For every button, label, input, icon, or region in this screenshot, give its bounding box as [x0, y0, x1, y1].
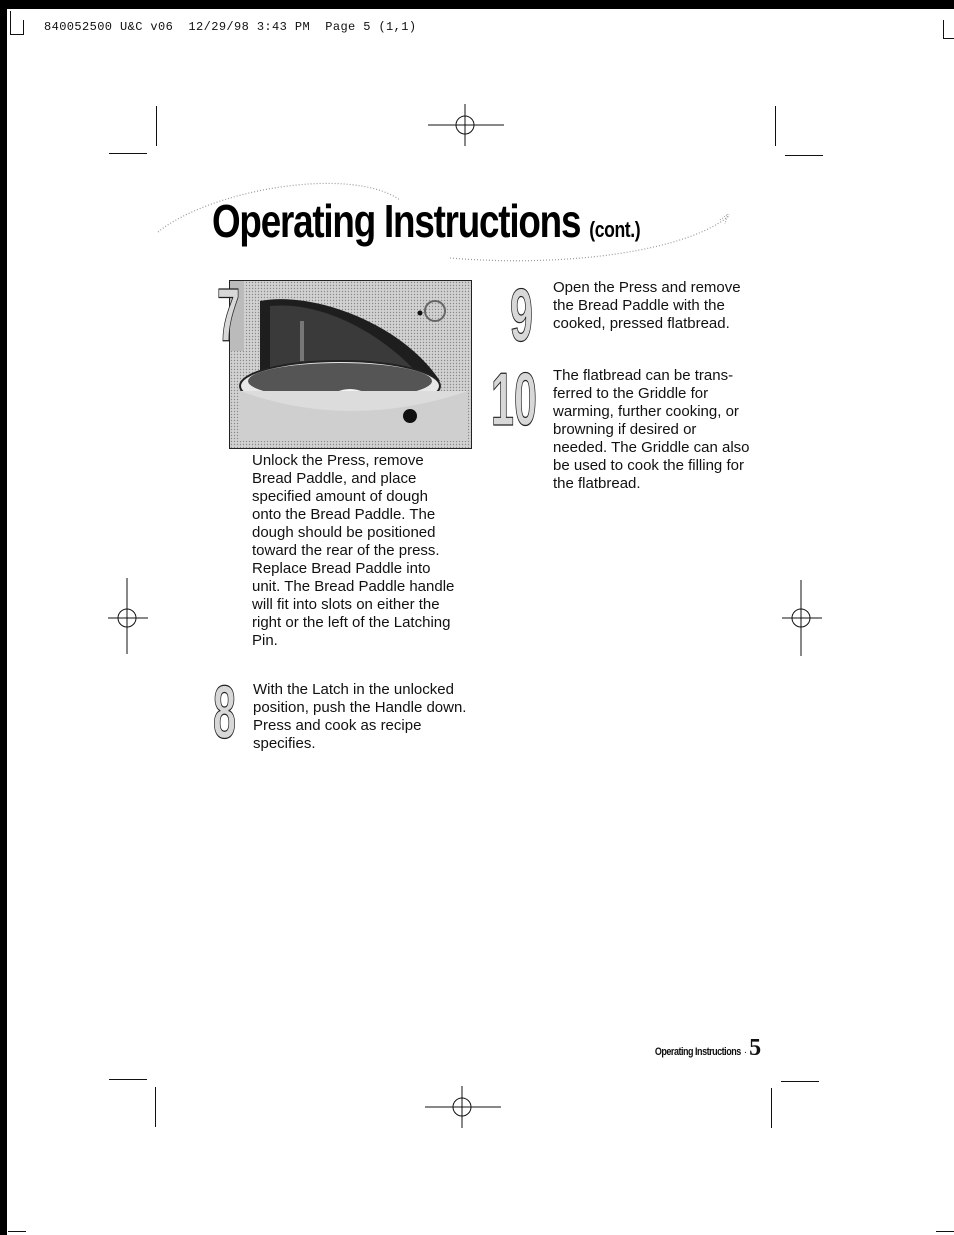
step-10-text: The flatbread can be trans-ferred to the Griddle for warming, further cooking, or browning if desired or needed. The Griddle can also be used to cook the filling for the flatbread. — [553, 367, 750, 492]
registration-mark-right — [782, 580, 822, 656]
step-7-text: Unlock the Press, remove Bread Paddle, and place specified amount of dough onto the Bread Paddle. The dough should be positioned toward the rear of the press. Replace Bread Paddle into unit. The Bread Paddle handle will fit into slots on either the right or the left of the Latching Pin. — [252, 452, 455, 649]
registration-mark-top — [428, 104, 504, 146]
step-8-text: With the Latch in the unlocked position, push the Handle down. Press and cook as recipe specifies. — [253, 681, 467, 752]
title-main: Operating Instructions — [212, 195, 581, 247]
footer-separator-dot: · — [743, 1047, 748, 1058]
step-8-number: 8 — [213, 670, 236, 754]
registration-mark-left — [108, 578, 148, 654]
step-9-text: Open the Press and remove the Bread Paddle with the cooked, pressed flatbread. — [553, 279, 741, 332]
press-product-photo — [229, 280, 472, 449]
title-suffix: (cont.) — [589, 217, 641, 242]
top-edge-bar — [0, 0, 954, 9]
page-footer — [636, 1035, 761, 1062]
left-edge-bar — [0, 0, 7, 1235]
step-10-number: 10 — [491, 357, 537, 441]
page-number: 5 — [749, 1035, 762, 1061]
page-title — [212, 195, 747, 247]
registration-mark-bottom — [425, 1086, 501, 1128]
step-7-number: 7 — [217, 273, 240, 357]
step-9-number: 9 — [510, 273, 533, 357]
print-slug-line: 840052500 U&C v06 12/29/98 3:43 PM Page 5 (1,1) — [44, 20, 417, 34]
footer-section-label: Operating Instructions — [654, 1046, 741, 1058]
